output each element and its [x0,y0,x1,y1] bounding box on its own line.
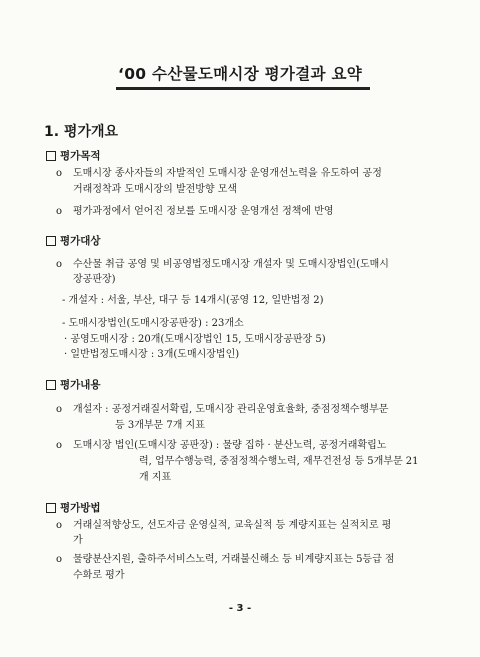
document-title: ‘00 수산물도매시장 평가결과 요약 [118,65,362,83]
subsection-target [46,233,101,248]
title-underline [116,87,370,90]
bullet-icon: o [56,168,63,179]
target-corporations: - 도매시장법인(도매시장공판장) : 23개소 [62,318,244,329]
checkbox-square-icon [46,380,56,390]
method-item2-line2: 수화로 평가 [73,570,125,581]
target-item1-line2: 장공판장) [73,274,116,285]
checkbox-square-icon [46,151,56,161]
bullet-icon: o [56,520,63,531]
subsection-purpose-heading: 평가목적 [60,150,101,162]
checkbox-square-icon [46,236,56,246]
checkbox-square-icon [46,503,56,513]
target-public-markets: · 공영도매시장 : 20개(도매시장법인 15, 도매시장공판장 5) [64,334,326,345]
method-item1-line1: 거래실적향상도, 선도자금 운영실적, 교육실적 등 계량지표는 실적치로 평 [73,520,392,531]
purpose-item2: 평가과정에서 얻어진 정보를 도매시장 운영개선 정책에 반영 [73,206,334,217]
purpose-item1-line1: 도매시장 종사자들의 자발적인 도매시장 운영개선노력을 유도하여 공정 [73,168,382,179]
content-item1-line2: 등 3개부문 7개 지표 [115,420,205,431]
subsection-method-heading: 평가방법 [60,502,101,514]
section-heading: 1. 평가개요 [44,124,119,140]
target-item1-line1: 수산물 취급 공영 및 비공영법정도매시장 개설자 및 도매시장법인(도매시 [73,259,389,270]
bullet-icon: o [56,440,63,451]
bullet-icon: o [56,404,63,415]
method-item2-line1: 물량분산지원, 출하주서비스노력, 거래불신해소 등 비계량지표는 5등급 점 [73,554,395,565]
content-item2-line3: 개 지표 [139,472,172,483]
page-number: - 3 - [228,603,252,614]
subsection-purpose [46,148,101,163]
content-item2-line1: 도매시장 법인(도매시장 공판장) : 물량 집하 · 분산노력, 공정거래확립노 [73,440,387,451]
target-openers: - 개설자 : 서울, 부산, 대구 등 14개시(공영 12, 일반법정 2) [62,295,324,306]
content-item2-line2: 력, 업무수행능력, 중점정책수행노력, 재무건전성 등 5개부문 21 [139,456,419,467]
method-item1-line2: 가 [73,535,83,546]
purpose-item1-line2: 거래정착과 도매시장의 발전방향 모색 [73,184,238,195]
bullet-icon: o [56,554,63,565]
subsection-method [46,500,101,515]
subsection-content [46,377,101,392]
bullet-icon: o [56,259,63,270]
subsection-content-heading: 평가내용 [60,379,101,391]
bullet-icon: o [56,206,63,217]
target-general-markets: · 일반법정도매시장 : 3개(도매시장법인) [64,349,240,360]
subsection-target-heading: 평가대상 [60,235,101,247]
content-item1-line1: 개설자 : 공정거래질서확립, 도매시장 관리운영효율화, 중점정책수행부문 [73,404,389,415]
